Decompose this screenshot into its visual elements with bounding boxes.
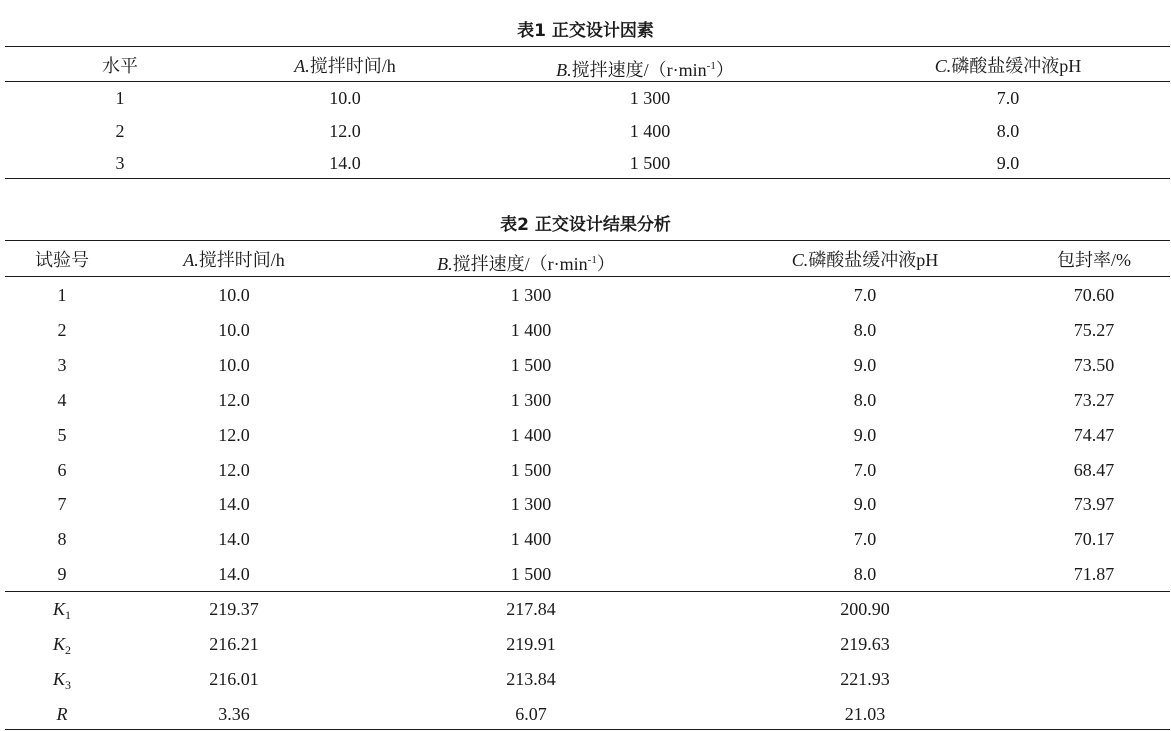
table2-header-rate: 包封率/% [1057,250,1131,270]
table2-a-value-cell: 14.0 [218,494,250,515]
table2-stat-value: 21.03 [844,704,886,724]
table1-level-cell: 3 [115,153,125,173]
table1-top-rule [5,46,1170,47]
table1-level-cell: 1 [115,88,125,108]
table2-rate-cell: 73.97 [1073,494,1115,515]
table1-c-value-cell: 8.0 [996,120,1020,141]
table2-c-value-cell: 8.0 [853,319,877,340]
table2-a-value-cell: 10.0 [218,319,250,340]
table2-b-value-cell: 1 500 [510,354,552,375]
table2-c-value-cell: 7.0 [853,529,877,550]
table2-rate-cell: 73.27 [1073,389,1115,410]
table2-trial-cell: 5 [57,424,67,445]
table1-b-value-cell: 1 300 [629,88,671,108]
table2-rate-cell: 71.87 [1073,564,1115,585]
table2-b-value-cell: 1 500 [510,564,552,585]
table1-header-b: B.搅拌速度$/(r\cdot\min^{-1})$ [556,60,734,80]
table2-rate-cell: 75.27 [1073,319,1115,340]
table2-c-value-cell: 7.0 [853,285,877,305]
table2-header-rule [5,276,1170,277]
table2-a-value-cell: 14.0 [218,529,250,550]
table1-a-value-cell: 12.0 [329,120,361,141]
table2-b-value-cell: 1 400 [510,319,552,340]
table2-stats-rule [5,591,1170,592]
table2-c-value-cell: 9.0 [853,424,877,445]
table2-b-value-cell: 1 300 [510,285,552,305]
table2-header-trial: 试验号 [35,250,89,270]
table1-header-level: 水平 [102,56,138,76]
table2-b-value-cell: 1 400 [510,424,552,445]
table2-rate-cell: 70.60 [1073,285,1115,305]
table1-b-value-cell: 1 400 [629,120,671,141]
table2-trial-cell: 6 [57,459,67,480]
table2-b-value-cell: 1 300 [510,494,552,515]
table2-stat-value: 216.21 [209,634,259,654]
table2-trial-cell: 4 [57,389,67,410]
table2-stat-value: 216.01 [209,669,259,689]
table1-bottom-rule [5,178,1170,179]
table2-a-value-cell: 12.0 [218,459,250,480]
table2-a-value-cell: 12.0 [218,424,250,445]
table1-header-c: C.磷酸盐缓冲液pH [934,56,1082,76]
table1-c-value-cell: 7.0 [996,88,1020,108]
table2-stat-value: 3.36 [218,704,250,724]
table1-c-value-cell: 9.0 [996,153,1020,173]
table2-c-value-cell: 9.0 [853,354,877,375]
table2-b-value-cell: 1 500 [510,459,552,480]
table2-trial-cell: 1 [57,285,67,305]
table2-a-value-cell: 12.0 [218,389,250,410]
table1-header-a: A.搅拌时间/h [294,56,396,76]
table2-c-value-cell: 8.0 [853,564,877,585]
table2-rate-cell: 73.50 [1073,354,1115,375]
table2-a-value-cell: 10.0 [218,354,250,375]
table2-stat-value: 6.07 [515,704,547,724]
table2-bottom-rule [5,729,1170,730]
table2-caption: 表2 正交设计结果分析 [500,215,671,235]
table2-stat-value: 219.63 [840,634,890,654]
table2-trial-cell: 7 [57,494,67,515]
table2-trial-cell: 8 [57,529,67,550]
table2-trial-cell: 2 [57,319,67,340]
table2-stat-label: $K_1$ [52,599,72,622]
table2-rate-cell: 74.47 [1073,424,1115,445]
table2-header-b: B.搅拌速度$/(r\cdot\min^{-1})$ [437,254,615,274]
table2-c-value-cell: 9.0 [853,494,877,515]
table1-a-value-cell: 14.0 [329,153,361,173]
table2-stat-label: R [56,704,68,724]
table2-rate-cell: 70.17 [1073,529,1115,550]
table2-trial-cell: 9 [57,564,67,585]
table2-stat-label: $K_2$ [52,634,72,657]
table1-caption: 表1 正交设计因素 [517,21,654,41]
table2-stat-value: 219.91 [506,634,556,654]
table2-stat-value: 200.90 [840,599,890,619]
table2-stat-value: 221.93 [840,669,890,689]
table2-stat-value: 213.84 [506,669,556,689]
table1-header-rule [5,81,1170,82]
table1-b-value-cell: 1 500 [629,153,671,173]
table2-rate-cell: 68.47 [1073,459,1115,480]
table2-stat-label: $K_3$ [52,669,72,692]
table2-top-rule [5,240,1170,241]
table1-level-cell: 2 [115,120,125,141]
table2-b-value-cell: 1 400 [510,529,552,550]
table2-c-value-cell: 8.0 [853,389,877,410]
table2-header-a: A.搅拌时间/h [183,250,285,270]
table2-trial-cell: 3 [57,354,67,375]
table2-stat-value: 217.84 [506,599,556,619]
table2-b-value-cell: 1 300 [510,389,552,410]
table2-header-c: C.磷酸盐缓冲液pH [791,250,939,270]
table2-a-value-cell: 14.0 [218,564,250,585]
table2-c-value-cell: 7.0 [853,459,877,480]
table2-stat-value: 219.37 [209,599,259,619]
table2-a-value-cell: 10.0 [218,285,250,305]
table1-a-value-cell: 10.0 [329,88,361,108]
